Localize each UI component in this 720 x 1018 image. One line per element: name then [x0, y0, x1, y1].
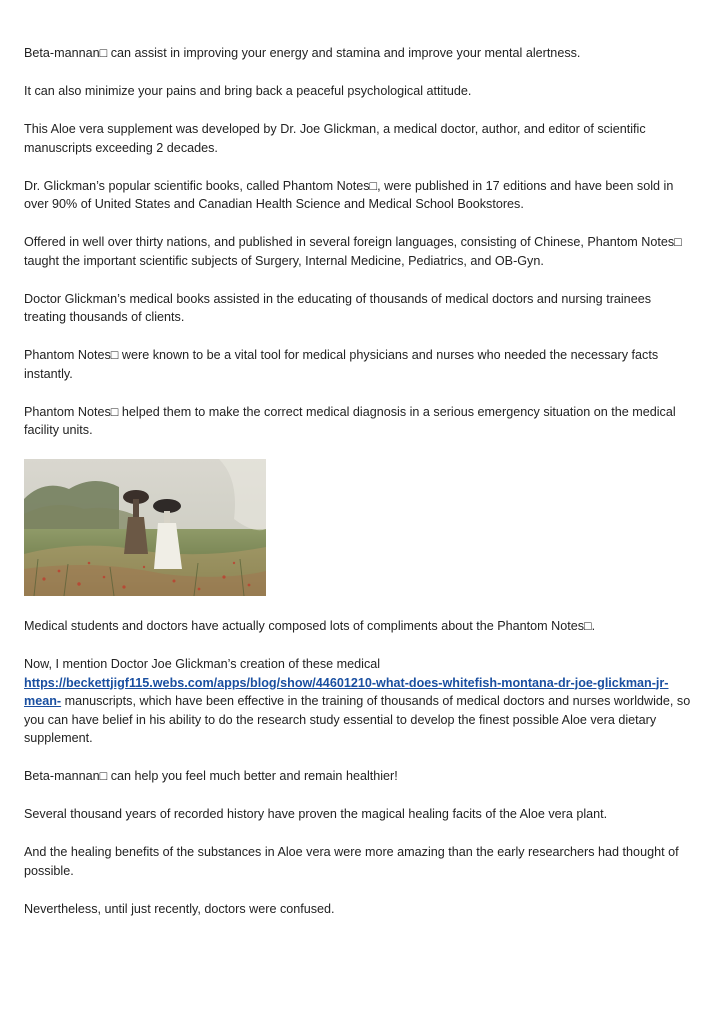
paragraph-text: Beta-mannan□ can assist in improving your energy and stamina and improve your mental alertness. — [24, 46, 581, 60]
paragraph — [24, 290, 696, 327]
paragraph-text: Nevertheless, until just recently, doctors were confused. — [24, 901, 335, 916]
paragraph-text: And the healing benefits of the substances in Aloe vera were more amazing than the early researchers had thought of possible. — [24, 845, 679, 878]
paragraph-text — [24, 655, 696, 748]
painting-illustration — [24, 459, 266, 596]
paragraph — [24, 805, 696, 824]
paragraph-text: Offered in well over thirty nations, and published in several foreign languages, consisting of Chinese, Phantom Notes□ taught the important scientific subjects of Surgery, Internal Medicine, Pediatrics, and OB-Gyn. — [24, 235, 682, 268]
article-link[interactable]: https://beckettjigf115.webs.com/apps/blog/show/44601210-what-does-whitefish-montana-dr-joe-glickman-jr-mean- — [24, 675, 669, 708]
paragraph — [24, 767, 696, 786]
paragraph-text: This Aloe vera supplement was developed by Dr. Joe Glickman, a medical doctor, author, and editor of scientific manuscripts exceeding 2 decades. — [24, 122, 646, 155]
paragraph — [24, 233, 696, 270]
paragraph-with-link — [24, 655, 696, 748]
text-before-link: Now, I mention Doctor Joe Glickman’s creation of these medical — [24, 657, 381, 671]
paragraph — [24, 900, 696, 919]
document-body — [24, 44, 696, 938]
paragraph — [24, 82, 696, 101]
paragraph-text: Several thousand years of recorded history have proven the magical healing facits of the Aloe vera plant. — [24, 807, 608, 821]
impressionist-painting-image — [24, 459, 266, 596]
paragraph-text: It can also minimize your pains and bring back a peaceful psychological attitude. — [24, 84, 472, 98]
paragraph-text: Doctor Glickman’s medical books assisted in the educating of thousands of medical doctors and nursing trainees treating thousands of clients. — [24, 291, 651, 324]
paragraph — [24, 177, 696, 214]
paragraph-text: Beta-mannan□ can help you feel much better and remain healthier! — [24, 769, 398, 783]
paragraph — [24, 120, 696, 157]
paragraph-text: Phantom Notes□ were known to be a vital tool for medical physicians and nurses who needed the necessary facts instantly. — [24, 348, 659, 381]
paragraph-text: Medical students and doctors have actually composed lots of compliments about the Phantom Notes□. — [24, 619, 596, 633]
paragraph — [24, 346, 696, 383]
paragraph-text: Phantom Notes□ helped them to make the correct medical diagnosis in a serious emergency situation on the medical facility units. — [24, 404, 676, 437]
paragraph — [24, 617, 696, 636]
text-after-link: manuscripts, which have been effective in the training of thousands of medical doctors and nurses worldwide, so you can have belief in his ability to do the research study essential to develop the finest possible Aloe vera dietary supplement. — [24, 694, 691, 745]
paragraph-text: Dr. Glickman’s popular scientific books, called Phantom Notes□, were published in 17 editions and have been sold in over 90% of United States and Canadian Health Science and Medical School Bookstores. — [24, 178, 674, 211]
paragraph — [24, 403, 696, 440]
paragraph — [24, 843, 696, 880]
paragraph — [24, 44, 696, 63]
